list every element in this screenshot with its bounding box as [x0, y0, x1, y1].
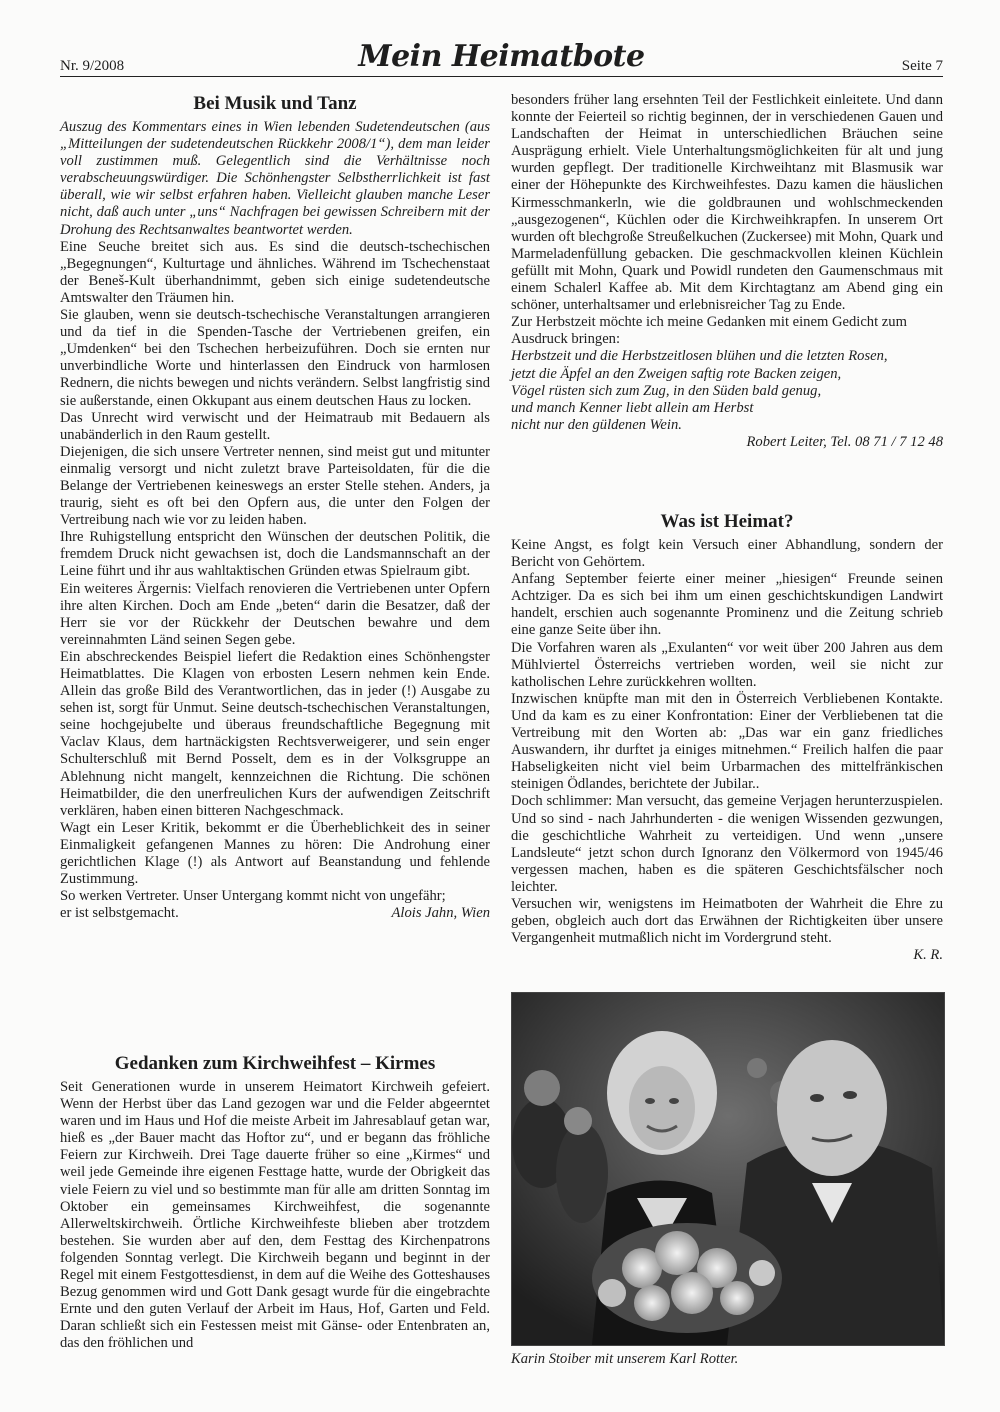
article-title: Gedanken zum Kirchweihfest – Kirmes	[114, 1053, 436, 1074]
article-bei-musik-und-tanz	[60, 92, 490, 922]
paragraph: Versuchen wir, wenigstens im Heimatboten der Wahrheit die Ehre zu geben, obgleich auch dort das Erwähnen der Richtigkeiten über unsere Vergangenheit mutmaßlich nicht im Vordergrund steht.	[511, 895, 943, 947]
poem-line: nicht nur den güldenen Wein.	[511, 416, 682, 433]
photo-karin-stoiber-karl-rotter	[511, 992, 945, 1346]
article-was-ist-heimat	[511, 510, 943, 964]
paragraph: Zur Herbstzeit möchte ich meine Gedanken mit einem Gedicht zum Ausdruck bringen:	[511, 314, 907, 348]
poem-line: jetzt die Äpfel an den Zweigen saftig rote Backen zeigen,	[511, 365, 842, 382]
poem-line: Vögel rüsten sich zum Zug, in den Süden bald genug,	[511, 382, 822, 399]
paragraph: So werken Vertreter. Unser Untergang kommt nicht von ungefähr;	[60, 888, 446, 905]
paragraph: Doch schlimmer: Man versucht, das gemeine Verjagen herunterzuspielen. Und so sind - nach Jahrhunderten - die wenigen Wissenden gezwungen, die geschichtliche Wahrheit zu verteidigen. Und wenn „unsere Landsleute“ jetzt schon durch Ignoranz den Völkermord von 1945/46 vergessen machen, haben es die späteren Geschichtsfälscher noch leichter.	[511, 793, 943, 895]
page-number: Seite 7	[901, 58, 943, 74]
paragraph: Eine Seuche breitet sich aus. Es sind die deutsch-tschechischen „Begegnungen“, Kulturtage und ähnliches. Während im Tschechenstaat der Beneš-Kult überhandnimmt, geben sich einige sudetendeutsche Amtswalter den Träumen hin.	[60, 238, 490, 306]
masthead-logo: Mein Heimatbote	[358, 39, 645, 74]
paragraph: Ein weiteres Ärgernis: Vielfach renovieren die Vertriebenen unter Opfern ihre alten Kirchen. Doch am Ende „beten“ darin die Besatzer, daß der Herr sie vor der Rückkehr der Deutschen bewahre und dem vereinnahmten Länd seinen Segen gebe.	[60, 580, 490, 648]
paragraph: Anfang September feierte einer meiner „hiesigen“ Freunde seinen Achtziger. Da es sich bei ihm um einen geschichtskundigen Landwirt handelt, erschien auch sogenannte Prominenz und die Zeitung schrieb eine ganze Seite über ihn.	[511, 571, 943, 639]
paragraph: Ein abschreckendes Beispiel liefert die Redaktion eines Schönhengster Heimatblattes. Die Klagen von erbosten Lesern nehmen kein Ende. Allein das große Bild des Verantwortlichen, das in jeder (!) Ausgabe zu sehen ist, sorgt für Unmut. Seine deutsch-tschechischen Veranstaltungen, seine hochgejubelte und überaus freundschaftliche Begegnung mit Vaclav Klaus, dem hartnäckigsten Rechtsverweigerer, und sein enger Schulterschluß mit Bernd Posselt, dem es in der Volksgruppe an Ablehnung nicht mangelt, kennzeichnen die Richtung. Die schönen Heimatbilder, die den unerfreulichen Kurs der aufwendigen Zeitschrift verklären, haben einen bitteren Nachgeschmack.	[60, 648, 490, 819]
author: Alois Jahn, Wien	[391, 905, 490, 922]
photo-caption: Karin Stoiber mit unserem Karl Rotter.	[511, 1351, 739, 1367]
paragraph: Keine Angst, es folgt kein Versuch einer Abhandlung, sondern der Bericht von Gehörtem.	[511, 537, 943, 571]
paragraph: Sie glauben, wenn sie deutsch-tschechische Veranstaltungen arrangieren und da tief in die Spenden-Tasche der Vertriebenen greifen, ein „Umdenken“ bei den Tschechen herbeizuführen. Doch sie ernten nur unverbindliche Worte und hinterlassen den Eindruck von harmlosen Rednern, die nichts bewegen und nichts verändern. Selbst langfristig sind sie außerstande, einen Okkupant aus einem deutschen Haus zu locken.	[60, 307, 490, 409]
article-kirchweihfest	[60, 1052, 490, 1353]
paragraph: Inzwischen knüpfte man mit den in Österreich Verbliebenen Kontakte. Und da kam es zu einer Konfrontation: Einer der Verbliebenen tat die Vertreibung mit den Worten ab: „Das war ein ganz friedliches Auswandern, ihr durftet ja einiges mitnehmen.“ Freilich halfen die paar Habseligkeiten nicht viel beim Urbarmachen des mittelfränkischen steinigen Ödlandes, berichtete der Jubilar..	[511, 690, 943, 793]
author: Robert Leiter, Tel. 08 71 / 7 12 48	[746, 433, 943, 450]
paragraph: Diejenigen, die sich unsere Vertreter nennen, sind meist gut und mitunter einmalig versorgt und nicht zuletzt brave Parteisoldaten, für die die Belange der Vertriebenen keineswegs an erster Stelle stehen. Anders, ja traurig, sieht es oft bei den Opfern aus, die unter den Folgen der Vertreibung nach wie vor zu leiden haben.	[60, 443, 490, 529]
paragraph: Wagt ein Leser Kritik, bekommt er die Überheblichkeit des in seiner Einmaligkeit gefangenen Mannes zu hören: Die Androhung einer gerichtlichen Klage (!) als Antwort auf Beanstandung und fehlende Zustimmung.	[60, 819, 490, 888]
author: K. R.	[913, 947, 943, 964]
issue-number: Nr. 9/2008	[60, 58, 125, 74]
photo-image	[512, 993, 944, 1345]
article-kirchweihfest-continued	[511, 92, 943, 451]
article-intro: Auszug des Kommentars eines in Wien lebenden Sudetendeutschen (aus „Mitteilungen der sudetendeutschen Rückkehr 2008/1“), dem man leider voll zustimmen muß. Gelegentlich sind die Verhältnisse noch verabscheuungswürdiger. Die Schönhengster Selbstherrlichkeit ist fast überall, wie wir selbst erfahren haben. Vielleicht glauben manche Leser nicht, daß auch unter „uns“ Nachfragen bei gewissen Schreibern mit der Drohung des Rechtsanwaltes beantwortet werden.	[60, 119, 490, 238]
paragraph: Die Vorfahren waren als „Exulanten“ vor weit über 200 Jahren aus dem Mühlviertel Österreichs vertrieben worden, weil sie nicht zur katholischen Lehre zurückkehren wollten.	[511, 639, 943, 690]
closing-line	[60, 905, 490, 922]
article-title: Was ist Heimat?	[660, 511, 794, 532]
paragraph: Das Unrecht wird verwischt und der Heimatraub mit Bedauern als unabänderlich in den Raum gestellt.	[60, 409, 490, 443]
poem	[511, 348, 943, 433]
paragraph: Seit Generationen wurde in unserem Heimatort Kirchweih gefeiert. Wenn der Herbst über das Land gezogen war und die Felder abgeerntet waren und im Haus und Hof die meiste Arbeit im Jahresablauf getan war, hieß es „der Bauer macht das Hoftor zu“, und er begann das fröhliche Feiern zur Kirchweih. Drei Tage dauerte früher so eine „Kirmes“ und weil jede Gemeinde ihre eigenen Festtage hatte, wurde der Obrigkeit das viele Feiern zu viel und so bestimmte man für alle am dritten Sonntag im Oktober ein gemeinsames Kirchweihfest, die sogenannte Allerweltskirchweih. Örtliche Kirchweihfeste blieben aber trotzdem bestehen. Sie wurden aber auf den, dem Festtag des Kirchenpatrons folgenden Sonntag verlegt. Die Kirchweih begann und beginnt in der Regel mit einem Festgottesdienst, in dem auf die Weihe des Gotteshauses Bezug genommen wird und Gott Dank gesagt wurde für die eingebrachte Ernte und den guten Verlauf der Arbeit im Haus, Hof, Garten und Feld. Daran schließt sich ein Festessen meist mit Gänse- oder Entenbraten an, das den fröhlichen und	[60, 1079, 490, 1352]
paragraph: besonders früher lang ersehnten Teil der Festlichkeit einleitete. Und dann konnte der Feierteil so richtig beginnen, der in verschiedenen Gauen und Landschaften der Heimat in unterschiedlichen Bräuchen seine Ausprägung erhielt. Viele Unterhaltungsmöglichkeiten für alt und jung wurden gepflegt. Der traditionelle Kirchweihtanz mit Blasmusik war einer der Höhepunkte des Kirchweihfestes. Dazu kamen die häuslichen Kirmesschmankerln, wie die goldbraunen und wohlschmeckenden „ausgezogenen“, Küchlen oder die Kirchweihkrapfen. In unserem Ort wurden oft blechgroße Streußelkuchen (Zuckersee) mit Mohn, Quark und Marmeladenfüllung gebacken. Die geschmackvollen kleinen Küchlein gefüllt mit Mohn, Quark und Powidl rundeten den Gaumenschmaus mit einem Schalerl Kaffee ab. Mit dem Kirchtagtanz am Abend ging ein schöner, unterhaltsamer und erlebnisreicher Tag zu Ende.	[511, 92, 943, 314]
page-header	[60, 40, 943, 77]
poem-line: und manch Kenner liebt allein am Herbst	[511, 399, 754, 416]
poem-line: Herbstzeit und die Herbstzeitlosen blühen und die letzten Rosen,	[511, 348, 888, 365]
article-title: Bei Musik und Tanz	[193, 93, 357, 114]
paragraph: Ihre Ruhigstellung entspricht den Wünschen der deutschen Politik, die fremdem Druck nicht gewachsen ist, doch die Landsmannschaft an der Leine führt und ihr aus wahltaktischen Gründen etwas Spielraum gibt.	[60, 529, 490, 580]
closing-last: er ist selbstgemacht.	[60, 905, 179, 922]
